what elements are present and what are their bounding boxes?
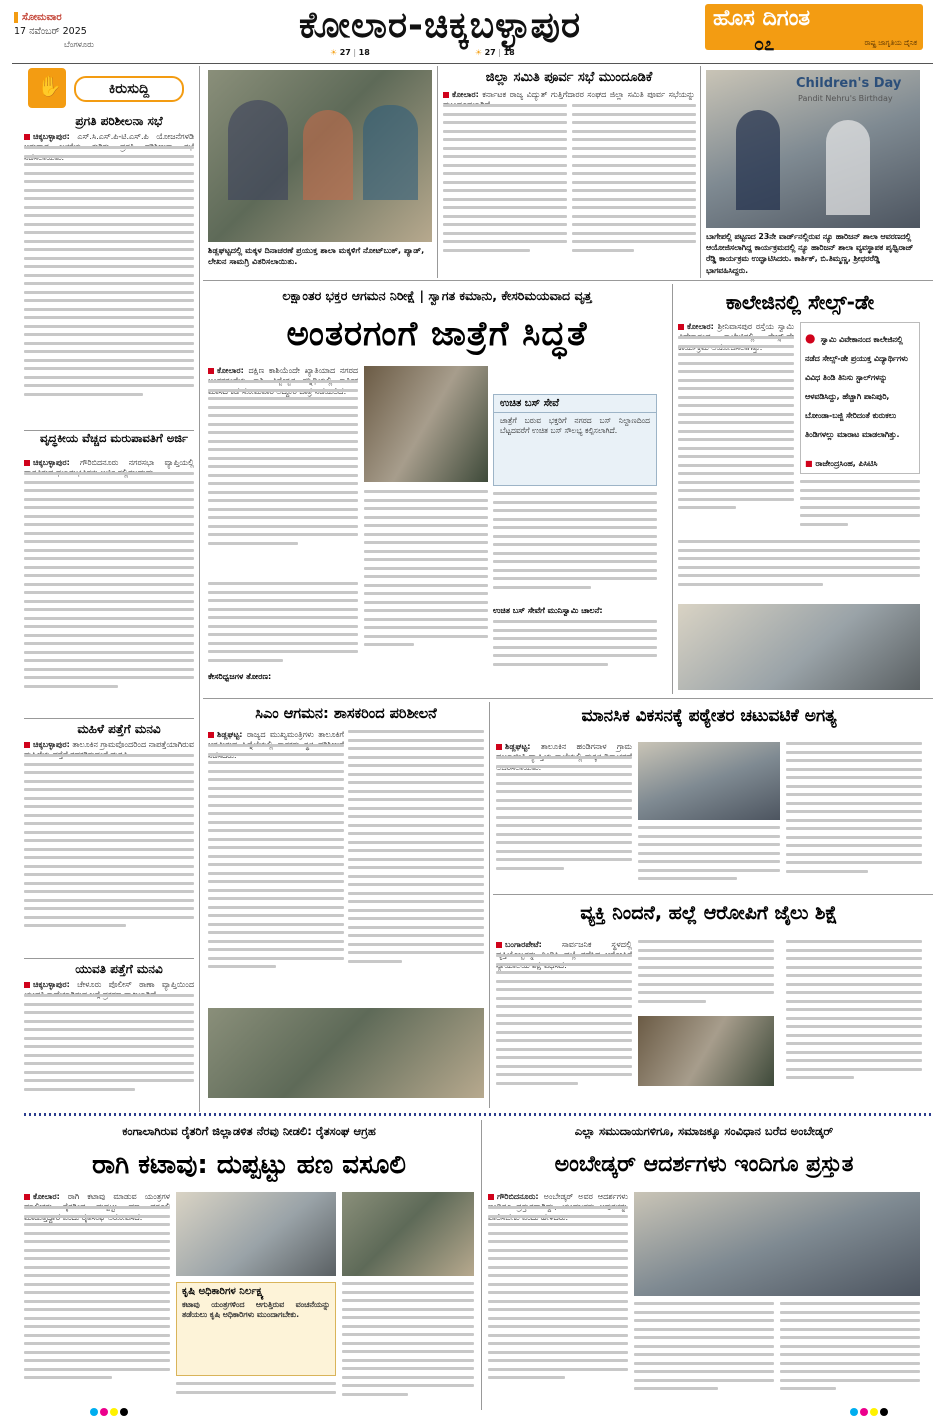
registration-mark: [90, 1408, 98, 1416]
registration-mark: [110, 1408, 118, 1416]
kiru-item-title: ಮಹಿಳೆ ಪತ್ತೆಗೆ ಮನವಿ: [77, 722, 161, 736]
registration-mark: [120, 1408, 128, 1416]
school-children-photo: [638, 742, 780, 820]
kiru-badge: [28, 68, 66, 108]
photo-caption: ಬಾಗೇಪಲ್ಲಿ ಪಟ್ಟಣದ 23ನೇ ವಾರ್ಡ್‌ನಲ್ಲಿರುವ ನ್ಯೂ ಹಾರಿಜನ್ ಶಾಲಾ ಆವರಣದಲ್ಲಿ ಆಯೋಜಿಸಲಾಗಿದ್ದ ಕಾರ್ಯಕ್ರಮದಲ್ಲಿ ನ್ಯೂ ಹಾರಿಜನ್ ಶಾಲಾ ವ್ಯವಸ್ಥಾಪಕ ಪೃಥ್ವಿರಾಜ್ ರೆಡ್ಡಿ ಕಾರ್ಯಕ್ರಮ ಉದ್ಘಾಟಿಸಿದರು. ಕಾರ್ತಿಕ್, ಬಿ.ತಿಮ್ಮಣ್ಣ, ಶ್ರೀಧರರೆಡ್ಡಿ ಭಾಗವಹಿಸಿದ್ದರು.: [706, 232, 914, 275]
children-day-photo: [208, 70, 432, 242]
paper-tagline: ರಾಷ್ಟ್ರ ಜಾಗೃತಿಯ ದೈನಿಕ: [864, 39, 917, 47]
registration-mark: [870, 1408, 878, 1416]
weather-widget: ☀ 27 | 18 ☀ 27 | 18: [330, 48, 515, 57]
inspection-photo: [208, 1008, 484, 1098]
ambedkar-headline: ಅಂಬೇಡ್ಕರ್ ಆದರ್ಶಗಳು ಇಂದಿಗೂ ಪ್ರಸ್ತುತ: [554, 1152, 854, 1177]
article-lead: ಶಿಡ್ಲಘಟ್ಟ: ತಾಲೂಕಿನ ಹಂಡಿಗನಾಳ ಗ್ರಾಮ: [496, 742, 632, 753]
ambedkar-kicker: ಎಲ್ಲಾ ಸಮುದಾಯಗಳಿಗೂ, ಸಮಾಜಕ್ಕೂ ಸಂವಿಧಾನ ಬರೆದ ಅಂಬೇಡ್ಕರ್: [574, 1124, 834, 1138]
headline: ವ್ಯಕ್ತಿ ನಿಂದನೆ, ಹಲ್ಲೆ ಆರೋಪಿಗೆ ಜೈಲು ಶಿಕ್ಷೆ: [580, 902, 838, 924]
paper-logo: [705, 4, 923, 50]
court-building-photo: [638, 1016, 774, 1086]
ragi-box: [176, 1282, 336, 1376]
highlight-text: ಸ್ವಾಮಿ ವಿವೇಕಾನಂದ ಕಾಲೇಜಿನಲ್ಲಿ ನಡೆದ ಸೇಲ್ಸ್-ಡೇ ಪ್ರಯುಕ್ತ ವಿದ್ಯಾರ್ಥಿಗಳು ವಿವಿಧ ತಿಂಡಿ ತಿನಿಸು ಸ್ಟಾಲ್‌ಗಳನ್ನು ಆಳವಡಿಸಿದ್ದು, ಹೆಚ್ಚಾಗಿ ಪಾನಿಪುರಿ, ಬೋಂಡಾ-ಬಜ್ಜಿ ಸೇರಿದಂತೆ ಕುರುಕಲು ತಿಂಡಿಗಳಲ್ಲು ಮಾರಾಟ ಮಾಡಲಾಗಿತ್ತು.: [805, 335, 908, 439]
registration-mark: [850, 1408, 858, 1416]
college-group-photo: [678, 604, 920, 690]
registration-mark: [860, 1408, 868, 1416]
kiru-item-body: ಚಿಕ್ಕಬಳ್ಳಾಪುರ: ಚೇಳೂರು ಪೊಲೀಸ್ ಠಾಣಾ ವ್ಯಾಪ್ತಿಯಿಂದ: [24, 980, 194, 991]
headline: ಜಿಲ್ಲಾ ಸಮಿತಿ ಪೂರ್ವ ಸಭೆ ಮುಂದೂಡಿಕೆ: [485, 70, 653, 85]
lead-kicker: ಲಕ್ಷಾಂತರ ಭಕ್ತರ ಆಗಮನ ನಿರೀಕ್ಷೆ | ಸ್ವಾಗತ ಕಮಾನು, ಕೇಸರಿಮಯವಾದ ವೃತ್ತ: [282, 288, 592, 303]
subhead: ಕೇಸರಿಧ್ವಜಗಳ ತೋರಣ:: [208, 672, 272, 681]
kiru-label: ಕಿರುಸುದ್ದಿ: [74, 76, 184, 102]
article-lead: ಶಿಡ್ಲಘಟ್ಟ: ರಾಜ್ಯದ ಮುಖ್ಯಮಂತ್ರಿಗಳು ತಾಲೂಕಿಗೆ: [208, 730, 344, 741]
ragi-box-title: ಕೃಷಿ ಅಧಿಕಾರಿಗಳ ನಿರ್ಲಕ್ಷ್ಯ: [182, 1286, 264, 1297]
ragi-protest-photo: [176, 1192, 336, 1276]
kiru-item-title: ಯುವತಿ ಪತ್ತೆಗೆ ಮನವಿ: [75, 962, 163, 976]
article-lead: ಬಂಗಾರಪೇಟೆ: ಸಾರ್ವಜನಿಕ ಸ್ಥಳದಲ್ಲಿ: [496, 940, 632, 951]
registration-mark: [880, 1408, 888, 1416]
info-box: [493, 394, 657, 486]
quote-icon: ●: [805, 331, 816, 345]
masthead-day: ಸೋಮವಾರ: [14, 12, 134, 23]
paper-name: ಹೊಸ ದಿಗಂತ: [713, 6, 811, 31]
edition-title: ಕೋಲಾರ-ಚಿಕ್ಕಬಳ್ಳಾಪುರ: [298, 5, 582, 46]
masthead-city: ಬೆಂಗಳೂರು: [64, 40, 94, 49]
headline: ಸಿಎಂ ಆಗಮನ: ಶಾಸಕರಿಂದ ಪರಿಶೀಲನೆ: [255, 706, 437, 722]
date-block: [14, 12, 134, 56]
hand-icon: ✋: [37, 74, 62, 98]
article-lead: ಗೌರಿಬಿದನೂರು: ಅಂಬೇಡ್ಕರ್ ಅವರ ಆದರ್ಶಗಳು: [488, 1192, 628, 1203]
headline: ಮಾನಸಿಕ ವಿಕಸನಕ್ಕೆ ಪಠ್ಯೇತರ ಚಟುವಟಿಕೆ ಅಗತ್ಯ: [581, 706, 837, 726]
lead-headline: ಅಂತರಗಂಗೆ ಜಾತ್ರೆಗೆ ಸಿದ್ಧತೆ: [286, 314, 588, 354]
photo-caption: ಶಿಡ್ಲಘಟ್ಟದಲ್ಲಿ ಮಕ್ಕಳ ದಿನಾಚರಣೆ ಪ್ರಯುಕ್ತ ಶಾಲಾ ಮಕ್ಕಳಿಗೆ ನೋಟ್‌ಬುಕ್, ಪ್ಯಾಡ್, ಲೇಖನ ಸಾಮಗ್ರಿ ವಿತರಿಸಲಾಯಿತು.: [208, 245, 425, 266]
article-lead: ಕೋಲಾರ: ಕರ್ನಾಟಕ ರಾಜ್ಯ ವಿದ್ಯುತ್ ಗುತ್ತಿಗೆದಾರರ ಸಂಘದ ಜಿಲ್ಲಾ ಸಮಿತಿ ಪೂರ್ವ ಸಭೆಯನ್ನು: [443, 90, 695, 101]
highlight-box: [800, 322, 920, 474]
kiru-item-body: ಚಿಕ್ಕಬಳ್ಳಾಪುರ: ತಾಲೂಕಿನ ಗ್ರಾಮವೊಂದರಿಂದ ನಾಪತ್ತೆಯಾಗಿರುವ: [24, 740, 194, 751]
kiru-item-body: ಚಿಕ್ಕಬಳ್ಳಾಪುರ: ಗೌರಿಬಿದನೂರು ನಗರಸಭಾ ವ್ಯಾಪ್ತಿಯಲ್ಲಿ: [24, 458, 194, 469]
school-event-photo: [706, 70, 920, 228]
sun-icon: ☀: [474, 48, 483, 57]
ambedkar-event-photo: [634, 1192, 920, 1296]
registration-mark: [100, 1408, 108, 1416]
kiru-item-title: ಪ್ರಗತಿ ಪರಿಶೀಲನಾ ಸಭೆ: [75, 114, 163, 128]
ragi-kicker: ಕಂಗಾಲಾಗಿರುವ ರೈತರಿಗೆ ಜಿಲ್ಲಾಡಳಿತ ನೆರವು ನೀಡಲಿ: ರೈತಸಂಘ ಆಗ್ರಹ: [122, 1124, 376, 1138]
info-box-title: ಉಚಿತ ಬಸ್ ಸೇವೆ: [494, 395, 656, 413]
sun-icon: ☀: [330, 48, 338, 57]
headline: ಕಾಲೇಜಿನಲ್ಲಿ ಸೇಲ್ಸ್-ಡೇ: [725, 290, 875, 314]
masthead: [0, 0, 945, 64]
banner-subtext: Pandit Nehru's Birthday: [798, 94, 893, 103]
kiru-column: [24, 68, 194, 1112]
article-lead: ಕೋಲಾರ: ದಕ್ಷಿಣ ಕಾಶಿಯೆಂದೇ ಖ್ಯಾತಿಯಾದ ನಗರದ: [208, 366, 358, 377]
kiru-item-title: ವೃದ್ಧಕೀಯ ವೆಚ್ಚದ ಮರುಪಾವತಿಗೆ ಅರ್ಜಿ: [40, 431, 188, 445]
temple-gate-photo: [364, 366, 488, 482]
masthead-date: 17 ನವೆಂಬರ್ 2025: [14, 26, 87, 37]
ragi-field-photo: [342, 1192, 474, 1276]
kiru-item-body: ಚಿಕ್ಕಬಳ್ಳಾಪುರ: ಎಸ್.ಸಿ.ಎಸ್.ಪಿ-ಟಿ.ಎಸ್.ಪಿ ಯೋಜನೆಗಳಡಿ: [24, 132, 194, 143]
subhead: ಉಚಿತ ಬಸ್ ಸೇವೆಗೆ ಮುನಿಸ್ವಾಮಿ ಚಾಲನೆ:: [493, 606, 603, 615]
ragi-box-text: ಕಟಾವು ಯಂತ್ರಗಳಿಂದ ಆಗುತ್ತಿರುವ ವಂಚನೆಯನ್ನು ತಡೆಯಲು ಕೃಷಿ ಅಧಿಕಾರಿಗಳು ಮುಂದಾಗಬೇಕು.: [182, 1300, 330, 1320]
article-lead: ಕೋಲಾರ: ಶ್ರೀನಿವಾಸಪುರ ರಸ್ತೆಯ ಸ್ವಾಮಿ: [678, 322, 794, 333]
page-number: ೦೭: [754, 34, 775, 55]
info-box-text: ಜಾತ್ರೆಗೆ ಬರುವ ಭಕ್ತರಿಗೆ ನಗರದ ಬಸ್ ನಿಲ್ದಾಣದಿಂದ ಬೆಟ್ಟದವರೆಗೆ ಉಚಿತ ಬಸ್ ಸೌಲಭ್ಯ ಕಲ್ಪಿಸಲಾಗಿದೆ.: [500, 416, 650, 436]
section-rule: [24, 1113, 932, 1116]
article-lead: ಕೋಲಾರ: ರಾಗಿ ಕಟಾವು ಮಾಡುವ ಯಂತ್ರಗಳ: [24, 1192, 170, 1203]
highlight-author: ■ ರಾಜೇಂದ್ರಸಿಂಹ, ಪಿಸಿಟಿಸಿ: [805, 459, 878, 468]
banner-text: Children's Day: [796, 76, 902, 91]
ragi-headline: ರಾಗಿ ಕಟಾವು: ದುಪ್ಪಟ್ಟು ಹಣ ವಸೂಲಿ: [92, 1150, 406, 1180]
